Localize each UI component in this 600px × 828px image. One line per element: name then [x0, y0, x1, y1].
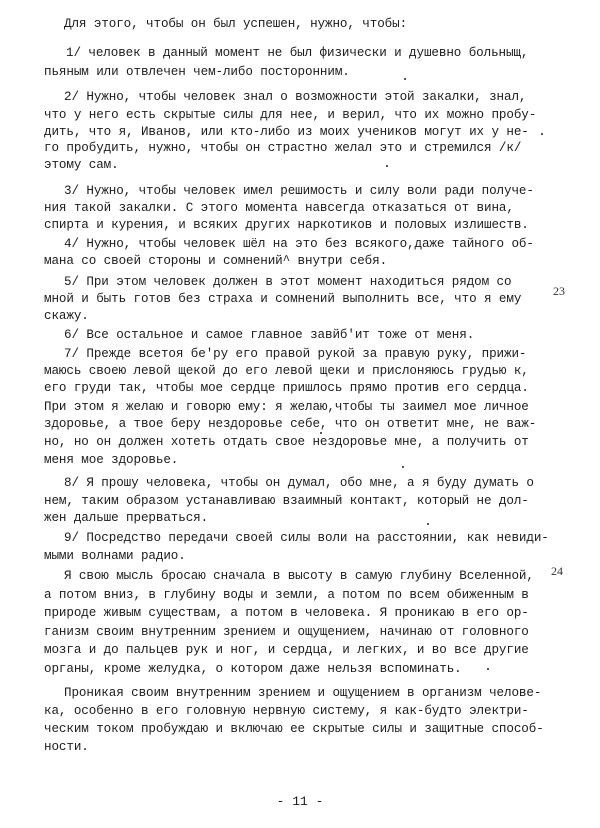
text-line: здоровье, а твое беру нездоровье себе, что он ответит мне, не важ-: [44, 417, 537, 431]
text-line: дить, что я, Иванов, или кто-либо из моих учеников могут их у не-: [44, 125, 529, 139]
text-line: При этом я желаю и говорю ему: я желаю,чтобы ты заимел мое личное: [44, 400, 529, 414]
margin-number: 23: [553, 284, 565, 298]
text-line: пьяным или отвлечен чем-либо посторонним.: [44, 65, 350, 79]
text-line: ганизм своим внутренним зрением и ощущением, начинаю от головного: [44, 625, 529, 639]
text-line: го пробудить, нужно, чтобы он страстно желал это и стремился /к/: [44, 141, 522, 155]
page-number: - 11 -: [276, 794, 324, 809]
ink-speck: [487, 668, 489, 670]
text-line: ности.: [44, 740, 89, 754]
text-line: 9/ Посредство передачи своей силы воли на расстоянии, как невиди-: [64, 531, 549, 545]
text-line: ния такой закалки. С этого момента навсегда отказаться от вина,: [44, 201, 514, 215]
text-line: нем, таким образом устанавливаю взаимный контакт, который не дол-: [44, 494, 529, 508]
text-line: природе живым существам, а потом в человека. Я проникаю в его ор-: [44, 606, 529, 620]
text-line: 1/ человек в данный момент не был физически и душевно больныщ,: [66, 46, 529, 60]
text-line: мана со своей стороны и сомнений^ внутри себя.: [44, 254, 388, 268]
text-line: меня мое здоровье.: [44, 453, 179, 467]
text-line: а потом вниз, в глубину воды и земли, а потом по всем обиженным в: [44, 588, 529, 602]
text-line: маюсь своею левой щекой до его левой щеки и прислоняюсь грудью к,: [44, 364, 529, 378]
text-line: этому сам.: [44, 158, 119, 172]
text-line: жен дальше прерваться.: [44, 511, 209, 525]
text-line: 4/ Нужно, чтобы человек шёл на это без всякого,даже тайного об-: [64, 237, 534, 251]
text-line: ческим током пробуждаю и включаю ее скрытые силы и защитные способ-: [44, 722, 544, 736]
text-line: Я свою мысль бросаю сначала в высоту в самую глубину Вселенной,: [64, 569, 534, 583]
ink-speck: [320, 432, 322, 434]
ink-speck: [386, 165, 388, 167]
text-line: ка, особенно в его головную нервную систему, я как-будто электри-: [44, 704, 529, 718]
ink-speck: [404, 78, 406, 80]
text-line: но, но он должен хотеть отдать свое нездоровье мне, а получить от: [44, 435, 529, 449]
text-line: мыми волнами радио.: [44, 549, 186, 563]
text-line: Проникая своим внутренним зрением и ощущением в организм челове-: [64, 686, 542, 700]
text-line: мозга и до пальцев рук и ног, и сердца, и легких, и во все другие: [44, 643, 529, 657]
text-line: 7/ Прежде всетоя бе'ру его правой рукой за правую руку, прижи-: [64, 347, 527, 361]
text-line: что у него есть скрытые силы для нее, и верил, что их можно пробу-: [44, 108, 537, 122]
text-line: органы, кроме желудка, о котором даже нельзя вспоминать.: [44, 662, 462, 676]
text-line: 6/ Все остальное и самое главное завйб'ит тоже от меня.: [64, 328, 475, 342]
text-line: 3/ Нужно, чтобы человек имел решимость и силу воли ради получе-: [64, 184, 534, 198]
text-line: скажу.: [44, 309, 89, 323]
text-line: мной и быть готов без страха и сомнений выполнить все, что я ему: [44, 292, 522, 306]
text-line: его груди так, чтобы мое сердце пришлось прямо против его сердца.: [44, 381, 529, 395]
text-line: 2/ Нужно, чтобы человек знал о возможности этой закалки, знал,: [64, 90, 527, 104]
ink-speck: [402, 466, 404, 468]
text-line: 5/ При этом человек должен в этот момент находиться рядом со: [64, 275, 512, 289]
margin-number: 24: [551, 564, 563, 578]
ink-speck: [427, 523, 429, 525]
text-line: спирта и курения, и всяких других наркотиков и половых излишеств.: [44, 218, 529, 232]
ink-speck: [541, 133, 543, 135]
text-line: Для этого, чтобы он был успешен, нужно, чтобы:: [64, 17, 408, 31]
text-line: 8/ Я прошу человека, чтобы он думал, обо мне, а я буду думать о: [64, 476, 534, 490]
